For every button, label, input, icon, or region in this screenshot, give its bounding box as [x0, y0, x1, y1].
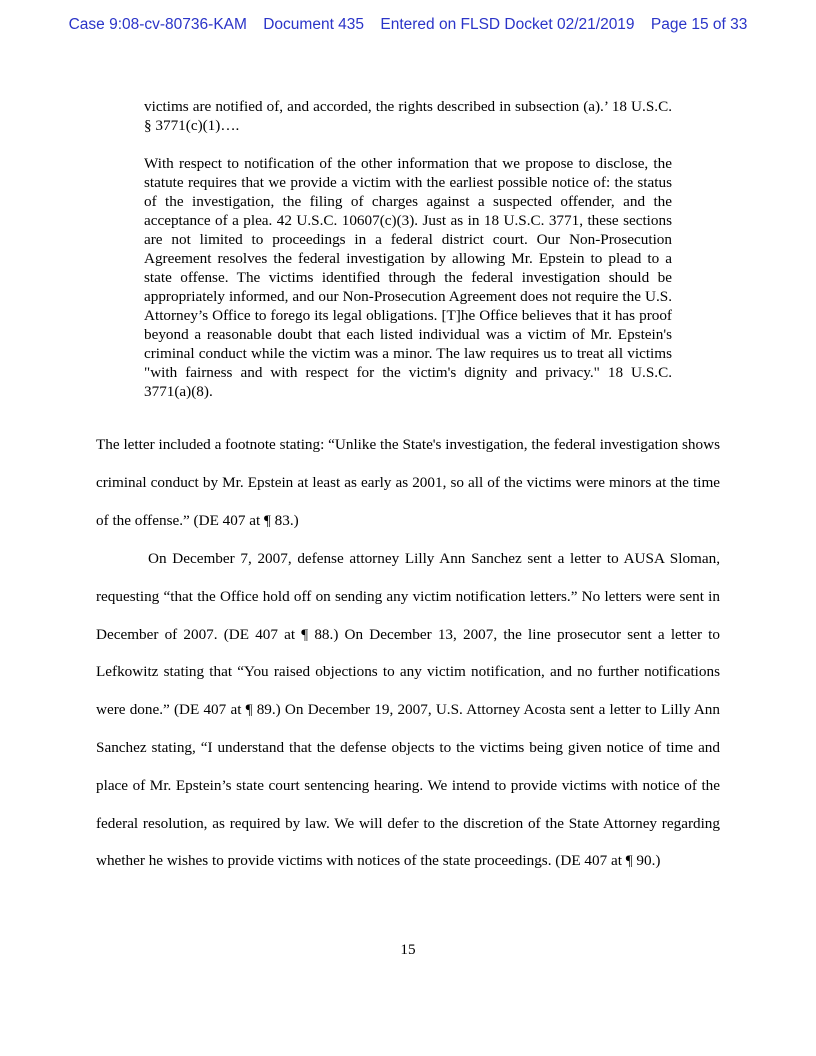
page-count: Page 15 of 33 — [650, 16, 748, 33]
block-quote-continuation: victims are notified of, and accorded, the rights described in subsection (a).’ 18 U.S.C. § 3771(c)(1)…. — [144, 98, 672, 134]
document-number: Document 435 — [263, 16, 365, 33]
body-paragraph-letters: On December 7, 2007, defense attorney Lilly Ann Sanchez sent a letter to AUSA Sloman, requesting “that the Office hold off on sending any victim notification letters.” No letters were sent in December of 2007. (DE 407 at ¶ 88.) On December 13, 2007, the line prosecutor sent a letter to Lefkowitz stating that “You raised objections to any victim notification, and no further notifications were done.” (DE 407 at ¶ 89.) On December 19, 2007, U.S. Attorney Acosta sent a letter to Lilly Ann Sanchez stating, “I understand that the defense objects to the victims being given notice of time and place of Mr. Epstein’s state court sentencing hearing. We intend to provide victims with notice of the federal resolution, as required by law. We will defer to the discretion of the State Attorney regarding whether he wishes to provide victims with notices of the state proceedings. (DE 407 at ¶ 90.) — [96, 550, 720, 870]
block-quote-paragraph: With respect to notification of the other information that we propose to disclose, the statute requires that we provide a victim with the earliest possible notice of: the status of the investigation, the filing of charges against a suspected offender, and the acceptance of a plea. 42 U.S.C. 10607(c)(3). Just as in 18 U.S.C. 3771, these sections are not limited to proceedings in a federal district court. Our Non-Prosecution Agreement resolves the federal investigation by allowing Mr. Epstein to plead to a state offense. The victims identified through the federal investigation should be appropriately informed, and our Non-Prosecution Agreement does not require the U.S. Attorney’s Office to forego its legal obligations. [T]he Office believes that it has proof beyond a reasonable doubt that each listed individual was a victim of Mr. Epstein's criminal conduct while the victim was a minor. The law requires us to treat all victims "with fairness and with respect for the victim's dignity and privacy." 18 U.S.C. 3771(a)(8). — [144, 155, 672, 400]
page-number: 15 — [400, 941, 416, 958]
docket-entry: Entered on FLSD Docket 02/21/2019 — [380, 16, 635, 33]
case-number: Case 9:08-cv-80736-KAM — [68, 16, 247, 33]
docket-header — [0, 16, 816, 34]
body-paragraph-footnote: The letter included a footnote stating: “Unlike the State's investigation, the federal investigation shows criminal conduct by Mr. Epstein at least as early as 2001, so all of the victims were minors at the time of the offense.” (DE 407 at ¶ 83.) — [96, 436, 720, 529]
